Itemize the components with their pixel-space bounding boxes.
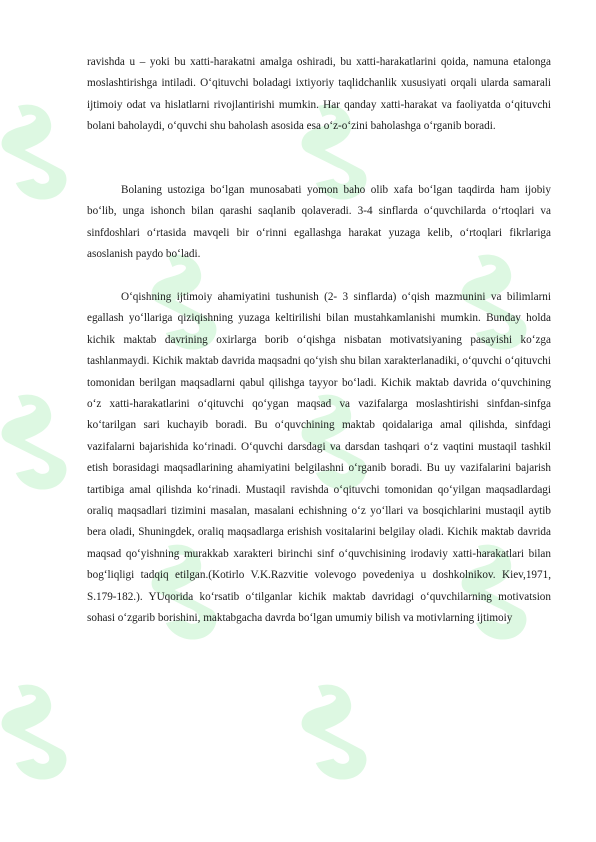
paragraph-3: O‘qishning ijtimoiy ahamiyatini tushunish (2- 3 sinflarda) o‘qish mazmunini va bilimlarni egallash yo‘llariga qiziqishning yuzaga keltirilishi bilan mustahkamlanishi mumkin. Bunday holda kichik maktab davrining oxirlarga borib o‘qishga nisbatan motivatsiyaning pasayishi ko‘zga tashlanmaydi. Kichik maktab davrida maqsadni qo‘yish shu bilan xarakterlanadiki, o‘quvchi o‘qituvchi tomonidan berilgan maqsadlarni qabul qilishga tayyor bo‘ladi. Kichik maktab davrida o‘quvchining o‘z xatti-harakatlarini o‘qituvchi qo‘ygan maqsad va vazifalarga moslashtirishi sinfdan-sinfga ko‘tarilgan sari kuchayib boradi. Bu o‘quvchining maktab qoidalariga amal qilishda, sinfdagi vazifalarni bajarishida ko‘rinadi. O‘quvchi darsdagi va darsdan tashqari o‘z vaqtini mustaqil tashkil etish borasidagi maqsadlarining ahamiyatini belgilashni o‘rganib boradi. Bu uy vazifalarini bajarish tartibiga amal qilishda ko‘rinadi. Mustaqil ravishda o‘qituvchi tomonidan qo‘yilgan maqsadlardagi oraliq maqsadlari tizimini masalan, masalani echishning o‘z yo‘llari va bosqichlarini mustaqil aytib bera oladi, Shuningdek, oraliq maqsadlarga erishish vositalarini belgilay oladi. Kichik maktab davrida maqsad qo‘yishning murakkab xarakteri birinchi sinf o‘quvchisining irodaviy xatti-harakatlari bilan bog‘liqligi tadqiq etilgan.(Kotirlo V.K.Razvitie volevogo povedeniya u doshkolnikov. Kiev,1971, S.179-182.). YUqorida ko‘rsatib o‘tilganlar kichik maktab davridagi o‘quvchilarning motivatsion sohasi o‘zgarib borishini, maktabgacha davrda bo‘lgan umumiy bilish va motivlarning ijtimoiy <box>87 291 551 625</box>
paragraph-1: ravishda u – yoki bu xatti-harakatni amalga oshiradi, bu xatti-harakatlarini qoida, namuna etalonga moslashtirishga intiladi. O‘qituvchi boladagi ixtiyoriy taqlidchanlik xususiyati orqali ularda samarali ijtimoiy odat va hislatlarni rivojlantirishi mumkin. Har qanday xatti-harakat va faoliyatda o‘qituvchi bolani baholaydi, o‘quvchi shu baholash asosida esa o‘z-o‘zini baholashga o‘rganib boradi. <box>87 56 551 133</box>
paragraph-2: Bolaning ustoziga bo‘lgan munosabati yomon baho olib xafa bo‘lgan taqdirda ham ijobiy bo‘lib, unga ishonch bilan qarashi saqlanib qolaveradi. 3-4 sinflarda o‘quvchilarda o‘rtoqlari va sinfdoshlari o‘rtasida mavqeli bir o‘rinni egallashga harakat yuzaga kelib, o‘rtoqlari fikrlariga asoslanish paydo bo‘ladi. <box>87 184 551 261</box>
